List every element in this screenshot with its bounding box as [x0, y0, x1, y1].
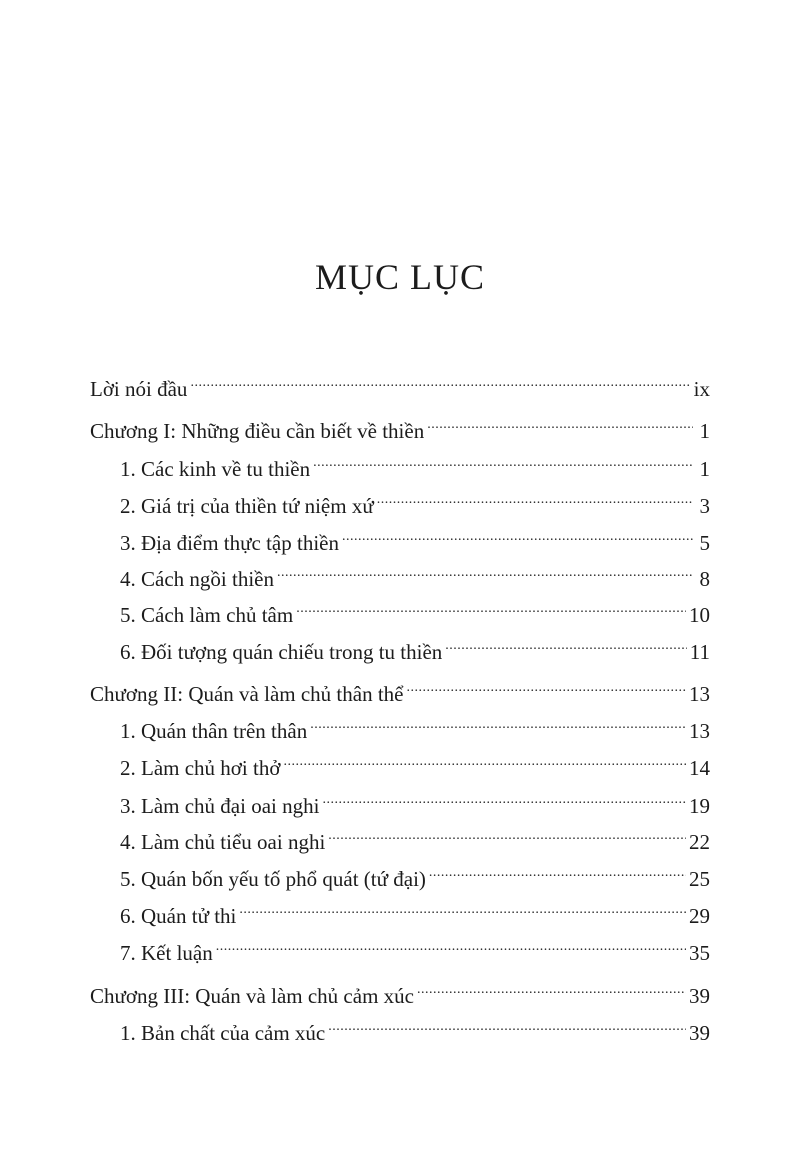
toc-entry-title: 1. Bản chất của cảm xúc [120, 1021, 326, 1045]
toc-entry-title: 2. Làm chủ hơi thở [120, 756, 281, 780]
toc-page-number: 22 [689, 830, 710, 854]
toc-page-number: 25 [689, 867, 710, 891]
toc-leader-dots [296, 592, 686, 622]
toc-leader-dots [313, 446, 693, 476]
toc-entry[interactable] [120, 893, 710, 928]
toc-entry[interactable] [90, 408, 710, 443]
toc-entry-title: 2. Giá trị của thiền tứ niệm xứ [120, 494, 374, 518]
toc-entry-title: 6. Quán tử thi [120, 904, 237, 928]
toc-entry-title: 5. Quán bốn yếu tố phổ quát (tứ đại) [120, 867, 426, 891]
toc-page-number: 19 [689, 794, 710, 818]
toc-leader-dots [216, 930, 686, 960]
toc-page-number: 39 [689, 1021, 710, 1045]
toc-entry-title: 4. Cách ngồi thiền [120, 567, 274, 591]
toc-entry[interactable] [120, 556, 710, 591]
toc-entry[interactable] [120, 856, 710, 891]
toc-page-number: 5 [699, 531, 710, 555]
toc-leader-dots [445, 629, 686, 659]
toc-entry[interactable] [120, 819, 710, 854]
toc-leader-dots [417, 973, 686, 1003]
toc-page-number: 3 [699, 494, 710, 518]
toc-entry[interactable] [120, 592, 710, 627]
toc-page-number: 11 [689, 640, 710, 664]
toc-leader-dots [427, 408, 693, 438]
toc-page-number: 8 [699, 567, 710, 591]
toc-entry[interactable] [120, 745, 710, 780]
toc-entry[interactable] [90, 671, 710, 706]
toc-entry-title: Chương II: Quán và làm chủ thân thể [90, 682, 404, 706]
toc-leader-dots [328, 1010, 686, 1040]
toc-leader-dots [407, 671, 687, 701]
toc-page-number: 1 [699, 419, 710, 443]
toc-leader-dots [239, 893, 686, 923]
toc-entry-title: 1. Các kinh về tu thiền [120, 457, 311, 481]
toc-entry-title: 1. Quán thân trên thân [120, 719, 308, 743]
toc-page-number: 39 [689, 984, 710, 1008]
toc-entry[interactable] [120, 483, 710, 518]
page-title: MỤC LỤC [314, 257, 486, 297]
toc-entry-title: 3. Làm chủ đại oai nghi [120, 794, 320, 818]
toc-entry[interactable] [120, 783, 710, 818]
toc-leader-dots [310, 708, 686, 738]
toc-entry[interactable] [90, 366, 710, 401]
toc-entry[interactable] [120, 520, 710, 555]
toc-entry-title: Lời nói đầu [90, 377, 188, 401]
toc-entry[interactable] [120, 446, 710, 481]
toc-leader-dots [377, 483, 693, 513]
toc-page-number: 1 [699, 457, 710, 481]
toc-page-number: 35 [689, 941, 710, 965]
toc-entry-title: 5. Cách làm chủ tâm [120, 603, 294, 627]
toc-entry-title: 7. Kết luận [120, 941, 213, 965]
toc-page-number: ix [693, 377, 710, 401]
toc-entry[interactable] [120, 1010, 710, 1045]
toc-page-number: 14 [689, 756, 710, 780]
toc-entry-title: Chương III: Quán và làm chủ cảm xúc [90, 984, 414, 1008]
toc-leader-dots [283, 745, 686, 775]
toc-entry[interactable] [120, 708, 710, 743]
toc-entry-title: 4. Làm chủ tiểu oai nghi [120, 830, 326, 854]
toc-entry[interactable] [90, 973, 710, 1008]
toc-page-number: 13 [689, 719, 710, 743]
toc-page-number: 29 [689, 904, 710, 928]
toc-leader-dots [322, 783, 686, 813]
toc-entry[interactable] [120, 629, 710, 664]
toc-leader-dots [429, 856, 686, 886]
toc-leader-dots [277, 556, 693, 586]
toc-entry-title: 6. Đối tượng quán chiếu trong tu thiền [120, 640, 443, 664]
toc-leader-dots [342, 520, 693, 550]
toc-page-number: 10 [689, 603, 710, 627]
toc-entry-title: Chương I: Những điều cần biết về thiền [90, 419, 425, 443]
toc-entry-title: 3. Địa điểm thực tập thiền [120, 531, 339, 555]
toc-leader-dots [328, 819, 686, 849]
toc-leader-dots [190, 366, 690, 396]
toc-page-number: 13 [689, 682, 710, 706]
toc-entry[interactable] [120, 930, 710, 965]
